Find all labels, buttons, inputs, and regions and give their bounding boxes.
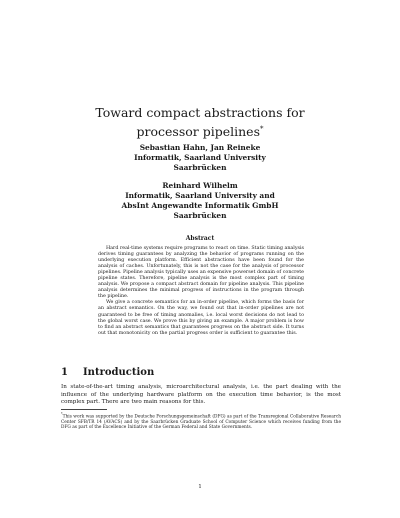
title-footnote-mark: * [259,125,264,133]
author-names-2: Reinhard Wilhelm [162,181,238,190]
footnote-mark: * [61,412,63,416]
page-number: 1 [198,484,202,490]
author-block-1 [60,143,340,173]
author-affiliation-2b: AbsInt Angewandte Informatik GmbH [121,201,279,210]
author-affiliation-2a: Informatik, Saarland University and [125,191,275,200]
footnote-divider [61,409,107,410]
abstract-paragraph-2: We give a concrete semantics for an in-order pipeline, which forms the basis for an abstract semantics. On the way, we found out that in-order pipelines are not guaranteed to be free of timing anomalies, i.e. local worst decisions do not lead to the global worst case. We prove this by giving an example. A major problem is how to find an abstract semantics that guarantees progress on the abstract side. It turns out that monotonicity on the partial progress order is sufficient to guarantee this. [98,300,304,336]
title-line-1: Toward compact abstractions for [95,105,305,120]
section-heading [61,367,154,378]
author-city-2: Saarbrücken [173,211,227,220]
section-number: 1 [61,367,68,378]
author-block-2 [60,181,340,221]
abstract-body [98,246,304,337]
footnote [61,412,341,431]
intro-paragraph: In state-of-the-art timing analysis, microarchitectural analysis, i.e. the part dealing with the influence of the underlying hardware platform on the execution time behavior, is the most complex part. There are two main reasons for this. [61,384,341,405]
abstract-heading: Abstract [185,235,215,242]
section-title: Introduction [83,367,155,378]
paper-title [60,105,340,140]
footnote-text: This work was supported by the Deutsche Forschungsgemeinschaft (DFG) as part of the Transregional Collaborative Research Center SFB/TR 14 (AVACS) and by the Saarbrücken Graduate School of Computer Science which receives funding from the DFG as part of the Excellence Initiative of the German Federal and State Governments. [61,414,341,431]
author-names-1: Sebastian Hahn, Jan Reineke [139,143,261,152]
abstract-paragraph-1: Hard real-time systems require programs to react on time. Static timing analysis derives timing guarantees by analyzing the behavior of programs running on the underlying execution platform. Efficient abstractions have been found for the analysis of caches. Unfortunately, this is not the case for the analysis of processor pipelines. Pipeline analysis typically uses an expensive powerset domain of concrete pipeline states. Therefore, pipeline analysis is the most complex part of timing analysis. We propose a compact abstract domain for pipeline analysis. This pipeline analysis determines the minimal progress of instructions in the program through the pipeline. [98,246,304,300]
author-affiliation-1: Informatik, Saarland University [134,153,266,162]
author-city-1: Saarbrücken [173,163,227,172]
title-line-2: processor pipelines [136,124,260,140]
